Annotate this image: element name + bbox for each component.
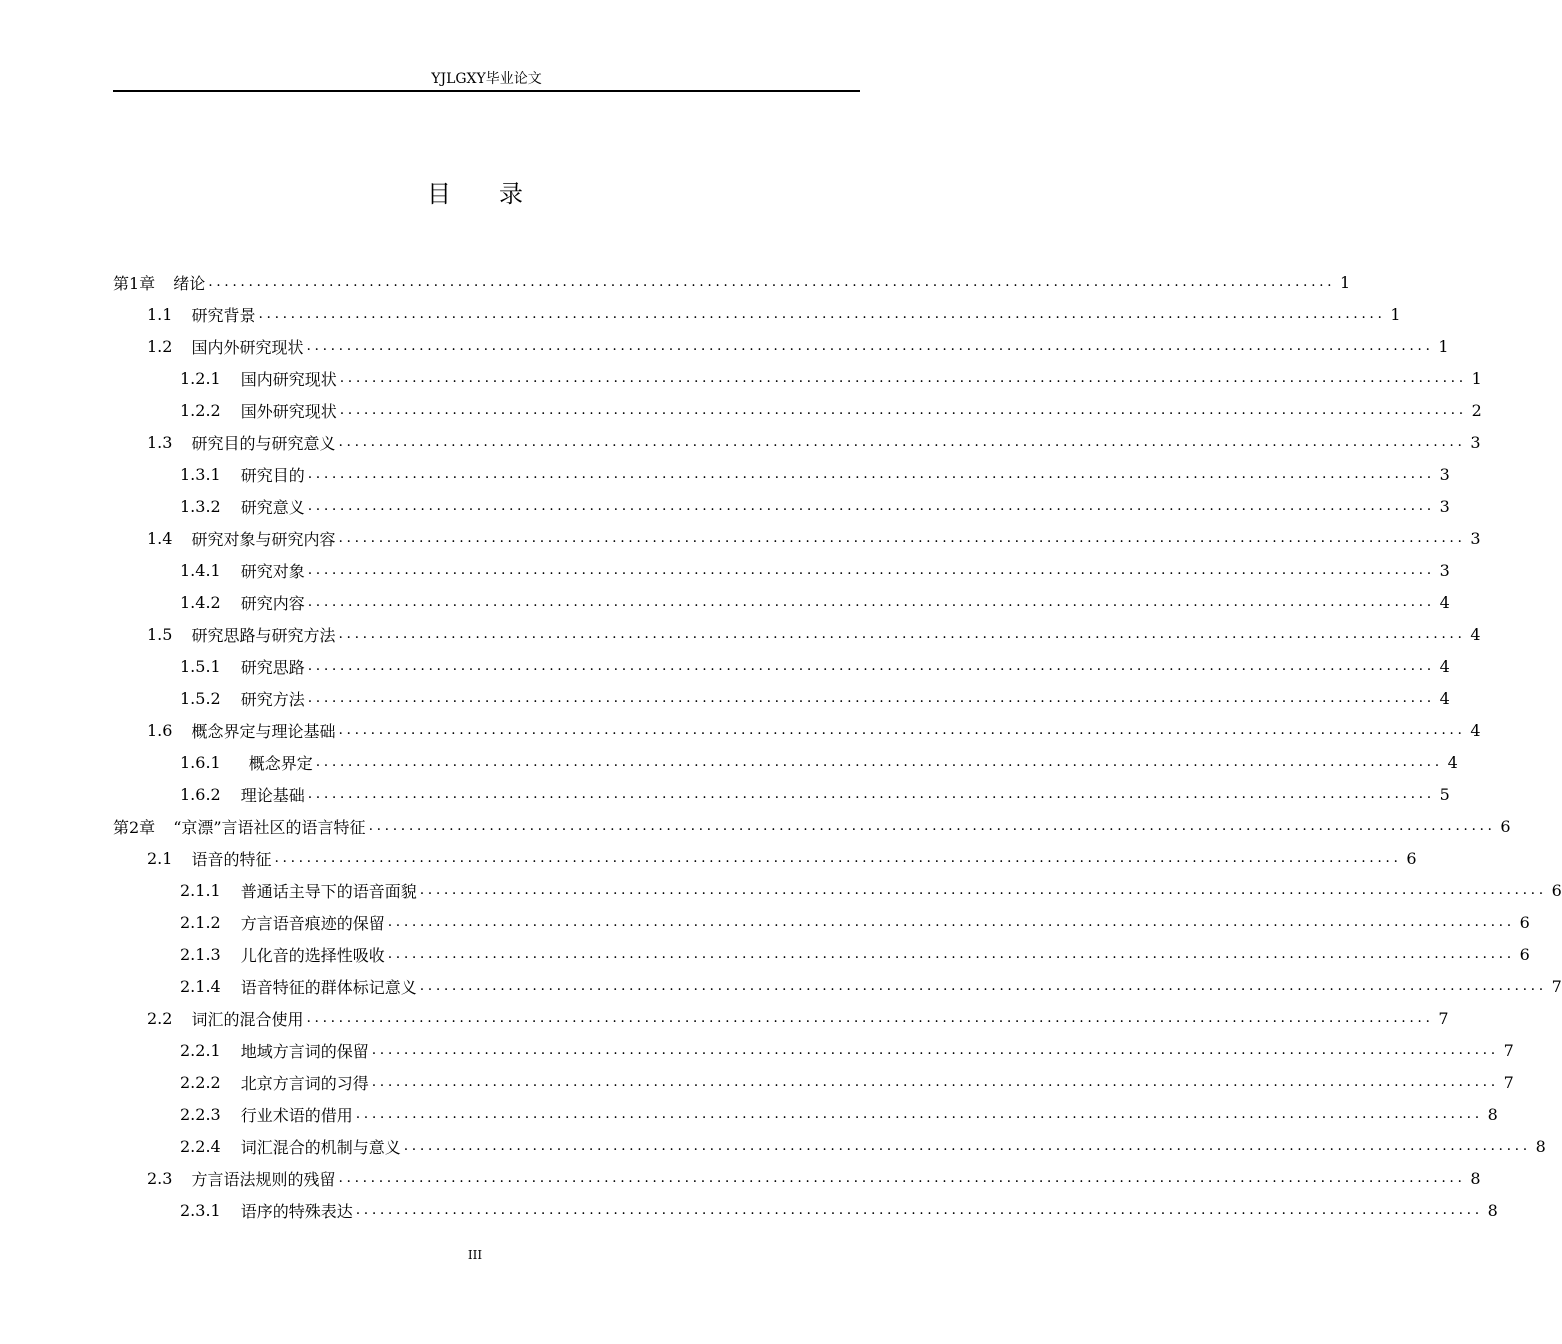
toc-entry-number: 1.5: [147, 624, 173, 644]
toc-entry-title: 研究背景: [191, 305, 256, 325]
toc-entry[interactable]: [113, 714, 1481, 746]
toc-entry-number: 2.1.3: [180, 944, 221, 964]
toc-entry-number: 2.1.1: [180, 880, 221, 900]
toc-dot-leader: ............................................................................................................................................: [368, 818, 1496, 834]
toc-entry-title: 研究内容: [240, 593, 305, 613]
toc-entry[interactable]: [113, 874, 1562, 906]
toc-entry[interactable]: [113, 1034, 1514, 1066]
running-header: YJLGXY毕业论文: [431, 71, 542, 87]
toc-entry-number: 第2章: [113, 817, 156, 837]
toc-dot-leader: ............................................................................................................................................: [307, 594, 1435, 610]
toc-entry-page: 1: [1438, 336, 1449, 356]
toc-entry-page: 4: [1439, 656, 1450, 676]
toc-entry-number: 1.2.2: [180, 400, 221, 420]
toc-entry-title: “京漂”言语社区的语言特征: [173, 817, 366, 837]
toc-entry-title: 普通话主导下的语音面貌: [240, 881, 417, 901]
toc-dot-leader: ............................................................................................................................................: [338, 722, 1466, 738]
toc-dot-leader: ............................................................................................................................................: [403, 1138, 1531, 1154]
toc-entry-page: 6: [1500, 816, 1511, 836]
toc-entry-title: 绪论: [173, 273, 206, 293]
toc-dot-leader: ............................................................................................................................................: [274, 850, 1402, 866]
toc-entry-title: 国内研究现状: [240, 369, 337, 389]
toc-entry-page: 7: [1551, 976, 1562, 996]
toc-title-right: 录: [499, 180, 523, 208]
toc-entry[interactable]: [113, 1130, 1546, 1162]
toc-entry-page: 4: [1470, 720, 1481, 740]
toc-entry-page: 4: [1439, 592, 1450, 612]
toc-dot-leader: ............................................................................................................................................: [307, 498, 1435, 514]
toc-entry-title: 词汇混合的机制与意义: [240, 1137, 401, 1157]
toc-entry[interactable]: [113, 394, 1482, 426]
toc-entry[interactable]: [113, 362, 1482, 394]
toc-entry[interactable]: [113, 746, 1458, 778]
toc-dot-leader: ............................................................................................................................................: [258, 306, 1386, 322]
toc-entry-number: 2.3: [147, 1168, 173, 1188]
toc-dot-leader: ............................................................................................................................................: [355, 1202, 1483, 1218]
toc-entry-number: 1.4.2: [180, 592, 221, 612]
toc-entry-title: 概念界定与理论基础: [191, 721, 336, 741]
toc-entry-page: 8: [1487, 1104, 1498, 1124]
toc-entry-title: 研究方法: [240, 689, 305, 709]
toc-title-left: 目: [427, 180, 451, 208]
toc-entry-title: 行业术语的借用: [240, 1105, 353, 1125]
toc-entry-title: 语音的特征: [191, 849, 272, 869]
toc-dot-leader: ............................................................................................................................................: [339, 370, 1467, 386]
toc-entry-number: 1.6: [147, 720, 173, 740]
toc-dot-leader: ............................................................................................................................................: [338, 1170, 1466, 1186]
toc-entry-page: 8: [1470, 1168, 1481, 1188]
toc-entry[interactable]: [113, 1162, 1481, 1194]
toc-entry-title: 语序的特殊表达: [240, 1201, 353, 1221]
toc-entry-number: 1.6.1: [180, 752, 221, 772]
toc-entry-number: 第1章: [113, 273, 156, 293]
toc-entry[interactable]: [113, 682, 1450, 714]
toc-entry-page: 7: [1503, 1040, 1514, 1060]
toc-entry[interactable]: [113, 650, 1450, 682]
toc-entry[interactable]: [113, 586, 1450, 618]
page-number: III: [467, 1248, 483, 1262]
toc-entry-page: 4: [1447, 752, 1458, 772]
toc-dot-leader: ............................................................................................................................................: [315, 754, 1443, 770]
toc-entry[interactable]: [113, 266, 1351, 298]
toc-entry-page: 1: [1340, 272, 1351, 292]
toc-entry-page: 3: [1439, 560, 1450, 580]
toc-dot-leader: ............................................................................................................................................: [419, 978, 1547, 994]
toc-entry-title: 理论基础: [240, 785, 305, 805]
toc-entry-title: 国外研究现状: [240, 401, 337, 421]
toc-entry-title: 儿化音的选择性吸收: [240, 945, 385, 965]
toc-entry[interactable]: [113, 810, 1511, 842]
toc-entry-title: 研究目的: [240, 465, 305, 485]
toc-dot-leader: ............................................................................................................................................: [387, 914, 1515, 930]
toc-entry-title: 地域方言词的保留: [240, 1041, 369, 1061]
toc-entry-title: 概念界定: [248, 753, 313, 773]
toc-entry-page: 2: [1471, 400, 1482, 420]
toc-entry[interactable]: [113, 554, 1450, 586]
toc-entry[interactable]: [113, 906, 1530, 938]
toc-dot-leader: ............................................................................................................................................: [306, 1010, 1434, 1026]
toc-entry[interactable]: [113, 426, 1481, 458]
toc-entry[interactable]: [113, 1098, 1498, 1130]
toc-entry-page: 7: [1503, 1072, 1514, 1092]
toc-entry-page: 6: [1551, 880, 1562, 900]
toc-dot-leader: ............................................................................................................................................: [307, 562, 1435, 578]
toc-dot-leader: ............................................................................................................................................: [307, 690, 1435, 706]
toc-entry-title: 研究思路与研究方法: [191, 625, 336, 645]
toc-dot-leader: ............................................................................................................................................: [307, 786, 1435, 802]
toc-dot-leader: ............................................................................................................................................: [208, 274, 1336, 290]
toc-entry-number: 1.4: [147, 528, 173, 548]
toc-entry[interactable]: [113, 1066, 1514, 1098]
toc-entry-number: 1.5.1: [180, 656, 221, 676]
toc-entry-number: 1.1: [147, 304, 173, 324]
toc-entry-title: 词汇的混合使用: [191, 1009, 304, 1029]
toc-entry-page: 3: [1439, 496, 1450, 516]
toc-entry-number: 1.3: [147, 432, 173, 452]
toc-entry-title: 研究意义: [240, 497, 305, 517]
toc-entry-page: 7: [1438, 1008, 1449, 1028]
toc-entry-title: 研究对象与研究内容: [191, 529, 336, 549]
toc-dot-leader: ............................................................................................................................................: [307, 658, 1435, 674]
toc-dot-leader: ............................................................................................................................................: [338, 434, 1466, 450]
toc-dot-leader: ............................................................................................................................................: [338, 626, 1466, 642]
toc-entry-page: 6: [1406, 848, 1417, 868]
toc-entry-page: 4: [1470, 624, 1481, 644]
toc-entry-number: 1.2: [147, 336, 173, 356]
header-rule: [113, 90, 860, 92]
toc-entry-title: 研究目的与研究意义: [191, 433, 336, 453]
toc-entry-number: 1.3.1: [180, 464, 221, 484]
toc-entry-number: 2.2.2: [180, 1072, 221, 1092]
toc-entry-number: 1.4.1: [180, 560, 221, 580]
toc-entry-title: 方言语法规则的残留: [191, 1169, 336, 1189]
toc-entry-page: 3: [1470, 432, 1481, 452]
toc-entry-number: 2.2: [147, 1008, 173, 1028]
toc-entry-page: 1: [1390, 304, 1401, 324]
toc-entry[interactable]: [113, 330, 1449, 362]
toc-entry-number: 1.3.2: [180, 496, 221, 516]
toc-entry[interactable]: [113, 522, 1481, 554]
toc-entry-number: 2.1.4: [180, 976, 221, 996]
toc-entry-page: 5: [1439, 784, 1450, 804]
toc-entry-page: 4: [1439, 688, 1450, 708]
toc-entry-page: 1: [1471, 368, 1482, 388]
toc-entry-number: 2.1.2: [180, 912, 221, 932]
toc-entry-title: 语音特征的群体标记意义: [240, 977, 417, 997]
toc-dot-leader: ............................................................................................................................................: [338, 530, 1466, 546]
toc-entry-page: 6: [1519, 912, 1530, 932]
toc-entry-page: 3: [1439, 464, 1450, 484]
toc-entry-number: 2.1: [147, 848, 173, 868]
toc-dot-leader: ............................................................................................................................................: [387, 946, 1515, 962]
toc-entry[interactable]: [113, 618, 1481, 650]
toc-entry-number: 2.2.4: [180, 1136, 221, 1156]
toc-dot-leader: ............................................................................................................................................: [371, 1074, 1499, 1090]
toc-entry-title: 研究对象: [240, 561, 305, 581]
toc-entry-number: 1.2.1: [180, 368, 221, 388]
toc-entry-page: 8: [1535, 1136, 1546, 1156]
toc-entry-page: 6: [1519, 944, 1530, 964]
toc-entry[interactable]: [113, 1194, 1498, 1226]
toc-dot-leader: ............................................................................................................................................: [371, 1042, 1499, 1058]
toc-entry-title: 研究思路: [240, 657, 305, 677]
toc-entry[interactable]: [113, 970, 1562, 1002]
toc-dot-leader: ............................................................................................................................................: [355, 1106, 1483, 1122]
toc-entry-number: 2.2.1: [180, 1040, 221, 1060]
toc-entry-number: 2.2.3: [180, 1104, 221, 1124]
toc-entry[interactable]: [113, 458, 1450, 490]
toc-entry-title: 方言语音痕迹的保留: [240, 913, 385, 933]
toc-entry[interactable]: [113, 842, 1417, 874]
toc-entry-title: 北京方言词的习得: [240, 1073, 369, 1093]
toc-entry-page: 8: [1487, 1200, 1498, 1220]
toc-dot-leader: ............................................................................................................................................: [306, 338, 1434, 354]
toc-entry-title: 国内外研究现状: [191, 337, 304, 357]
toc-entry[interactable]: [113, 778, 1450, 810]
toc-entry[interactable]: [113, 938, 1530, 970]
toc-dot-leader: ............................................................................................................................................: [307, 466, 1435, 482]
toc-entry-number: 1.6.2: [180, 784, 221, 804]
toc-entry[interactable]: [113, 490, 1450, 522]
toc-entry[interactable]: [113, 1002, 1449, 1034]
toc-title: [0, 178, 950, 210]
toc-entry-number: 1.5.2: [180, 688, 221, 708]
toc-list: [113, 266, 1562, 1226]
toc-entry-page: 3: [1470, 528, 1481, 548]
toc-entry-number: 2.3.1: [180, 1200, 221, 1220]
toc-entry[interactable]: [113, 298, 1401, 330]
toc-dot-leader: ............................................................................................................................................: [419, 882, 1547, 898]
toc-dot-leader: ............................................................................................................................................: [339, 402, 1467, 418]
